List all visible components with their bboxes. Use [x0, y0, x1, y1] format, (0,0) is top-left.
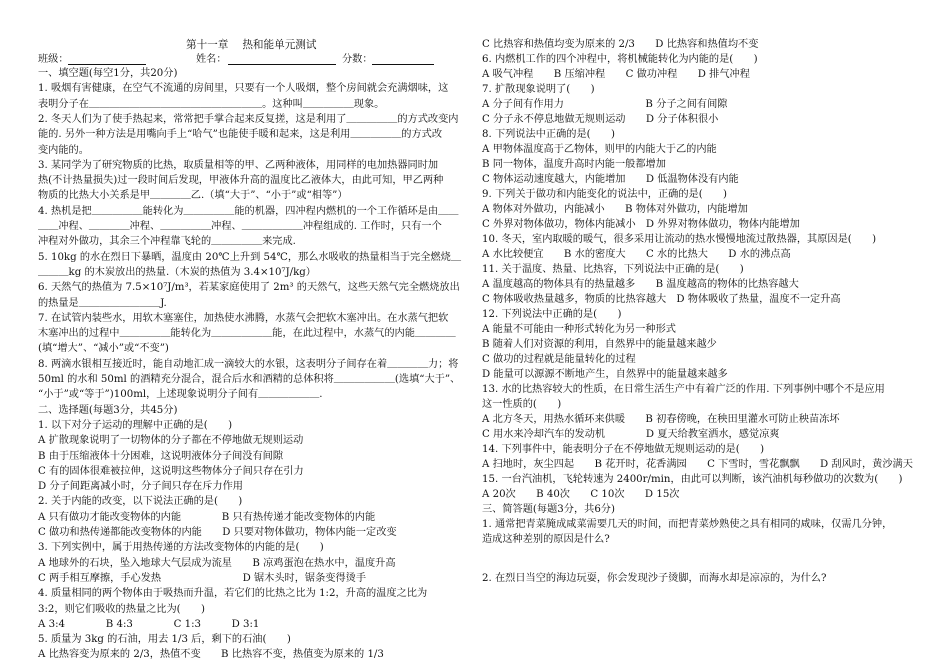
left-line: 4. 热机是把＿＿＿＿＿能转化为＿＿＿＿＿能的机器，四冲程内燃机的一个工作循环是由＿＿ — [38, 206, 459, 217]
left-line: 8. 两滴水银相互接近时，能自动地汇成一滴较大的水银，这表明分子间存在着＿＿＿＿力；将 — [38, 359, 459, 370]
name-field[interactable] — [228, 54, 336, 65]
left-line: ＿＿＿kg 的木炭放出的热量.（木炭的热值为 3.4×10⁷J/kg） — [38, 267, 316, 278]
left-line: B 由于压缩液体十分困难，这说明液体分子间没有间隙 — [38, 451, 284, 462]
left-line: 5. 质量为 3kg 的石油，用去 1/3 后，剩下的石油( ) — [38, 634, 291, 645]
right-line: 10. 冬天，室内取暖的暖气，很多采用让流动的热水慢慢地流过散热器，其原因是( ) — [482, 234, 877, 245]
left-line: 3. 下列实例中，属于用热传递的方法改变物体的内能的是( ) — [38, 542, 324, 553]
right-line: C 物体吸收热量越多，物质的比热容越大 D 物体吸收了热量，温度不一定升高 — [482, 294, 841, 305]
right-line: A 北方冬天，用热水循环来供暖 B 初春傍晚，在秧田里灌水可防止秧苗冻坏 — [482, 414, 840, 425]
class-field[interactable] — [68, 54, 146, 65]
right-line: C 分子永不停息地做无规则运动 D 分子体积很小 — [482, 114, 719, 125]
left-line: 木塞冲出的过程中＿＿＿＿＿能转化为＿＿＿＿＿＿能，在此过程中，水蒸气的内能＿＿＿＿ — [38, 328, 456, 339]
left-line: (填“增大”、“减小”或“不变”) — [38, 343, 169, 354]
right-line: 三、简答题(每题3分，共6分) — [482, 504, 615, 515]
left-line: 50ml 的水和 50ml 的酒精充分混合，混合后水和酒精的总体积将＿＿＿＿＿＿(选填“大于”、 — [38, 374, 461, 385]
right-line: 6. 内燃机工作的四个冲程中，将机械能转化为内能的是( ) — [482, 54, 758, 65]
right-line: 14. 下列事件中，能表明分子在不停地做无规则运动的是( ) — [482, 444, 765, 455]
right-line: A 分子间有作用力 B 分子之间有间隙 — [482, 99, 728, 110]
right-line: A 物体对外做功，内能减小 B 物体对外做功，内能增加 — [482, 204, 748, 215]
left-line: 能的. 另外一种方法是用嘴向手上“哈气”也能使手暖和起来，这是利用＿＿＿＿＿的方式改 — [38, 129, 443, 140]
right-line: A 甲物体温度高于乙物体，则甲的内能大于乙的内能 — [482, 144, 717, 155]
left-line: 7. 在试管内装些水，用软木塞塞住，加热使水沸腾，水蒸气会把软木塞冲出。在水蒸气把软 — [38, 313, 449, 324]
left-line: 变内能的。 — [38, 145, 89, 156]
right-line: C 物体运动速度越大，内能增加 D 低温物体没有内能 — [482, 174, 739, 185]
right-line: 9. 下列关于做功和内能变化的说法中，正确的是( ) — [482, 189, 728, 200]
left-line: 1. 吸烟有害健康，在空气不流通的房间里，只要有一个人吸烟，整个房间就会充满烟味，这 — [38, 83, 449, 94]
right-line: C 用水来冷却汽车的发动机 D 夏天给教室洒水，感觉凉爽 — [482, 429, 780, 440]
left-line: 3. 某同学为了研究物质的比热，取质量相等的甲、乙两种液体，用同样的电加热器同时加 — [38, 160, 439, 171]
right-line: C 外界对物体做功，物体内能减小 D 外界对物体做功，物体内能增加 — [482, 219, 800, 230]
left-line: 的热量是＿＿＿＿＿＿＿＿J. — [38, 298, 167, 309]
right-line: A 能量不可能由一种形式转化为另一种形式 — [482, 324, 676, 335]
right-line: C 比热容和热值均变为原来的 2/3 D 比热容和热值均不变 — [482, 39, 759, 50]
left-line: A 扩散现象说明了一切物体的分子都在不停地做无规则运动 — [38, 435, 304, 446]
right-line: B 随着人们对资源的利用，自然界中的能量越来越少 — [482, 339, 717, 350]
score-label: 分数： — [342, 54, 373, 65]
left-line: A 地球外的石块，坠入地球大气层成为流星 B 凉鸡蛋泡在热水中，温度升高 — [38, 558, 396, 569]
right-line: A 扫地时，灰尘四起 B 花开时，花香满园 C 下雪时，雪花飘飘 D 刮风时，黄沙满天 — [482, 459, 913, 470]
right-line: 13. 水的比热容较大的性质，在日常生活生产中有着广泛的作用. 下列事例中哪个不是应用 — [482, 384, 885, 395]
left-line: 3:2，则它们吸收的热量之比为( ) — [38, 604, 205, 615]
left-line: D 分子间距离减小时，分子间只存在斥力作用 — [38, 481, 243, 492]
right-line: 7. 扩散现象说明了( ) — [482, 84, 595, 95]
left-line: C 做功和热传递都能改变物体的内能 D 只要对物体做功，物体内能一定改变 — [38, 527, 397, 538]
score-field[interactable] — [372, 54, 434, 65]
left-line: A 3:4 B 4:3 C 1:3 D 3:1 — [38, 619, 260, 630]
left-line: 冲程对外做功，其余三个冲程靠飞轮的＿＿＿＿＿来完成. — [38, 236, 296, 247]
left-line: 表明分子在＿＿＿＿＿＿＿＿＿＿＿＿＿＿＿＿＿。这种叫＿＿＿＿＿现象。 — [38, 99, 385, 110]
left-line: C 有的固体很难被拉伸，这说明这些物体分子间只存在引力 — [38, 466, 304, 477]
left-line: C 两手相互摩擦，手心发热 D 锯木头时，锯条变得烫手 — [38, 573, 367, 584]
left-line: A 只有做功才能改变物体的内能 B 只有热传递才能改变物体的内能 — [38, 512, 376, 523]
right-line: 这一性质的( ) — [482, 399, 562, 410]
right-line: 造成这种差别的原因是什么? — [482, 534, 610, 545]
left-line: “小于”或“等于”)100ml，上述现象说明分子间有＿＿＿＿＿＿. — [38, 389, 323, 400]
left-line: 6. 天然气的热值为 7.5×10⁷J/m³，若某家庭使用了 2m³ 的天然气，这些天然气完全燃烧放出 — [38, 282, 460, 293]
left-line: 4. 质量相同的两个物体由于吸热而升温，若它们的比热之比为 1:2，升高的温度之比为 — [38, 588, 428, 599]
right-line: 12. 下列说法中正确的是( ) — [482, 309, 622, 320]
right-line: 11. 关于温度、热量、比热容，下列说法中正确的是( ) — [482, 264, 744, 275]
right-line: 15. 一台汽油机，飞轮转速为 2400r/min，由此可以判断，该汽油机每秒做功的次数为( ) — [482, 474, 903, 485]
right-line: B 同一物体，温度升高时内能一般都增加 — [482, 159, 666, 170]
left-line: 2. 关于内能的改变，以下说法正确的是( ) — [38, 496, 243, 507]
left-line: 2. 冬天人们为了使手热起来，常常把手掌合起来反复搓，这是利用了＿＿＿＿＿的方式改变内 — [38, 114, 459, 125]
left-line: 5. 10kg 的水在烈日下暴晒，温度由 20℃上升到 54℃，那么水吸收的热量相当于完全燃烧＿ — [38, 252, 462, 263]
page-title: 第十一章 热和能单元测试 — [186, 39, 317, 51]
right-line: D 能量可以源源不断地产生，自然界中的能量越来越多 — [482, 369, 728, 380]
class-label: 班级： — [38, 54, 69, 65]
left-line: 物质的比热大小关系是甲＿＿＿＿乙.（填“大于”、“小于”或“相等”） — [38, 190, 348, 201]
left-line: ＿＿冲程、＿＿＿＿冲程、＿＿＿＿＿冲程、＿＿＿＿＿＿冲程组成的. 工作时，只有一个 — [38, 221, 442, 232]
right-line: A 吸气冲程 B 压缩冲程 C 做功冲程 D 排气冲程 — [482, 69, 750, 80]
right-line: 2. 在烈日当空的海边玩耍，你会发现沙子烫脚，而海水却是凉凉的，为什么? — [482, 573, 827, 584]
name-label: 姓名： — [196, 54, 227, 65]
left-line: 二、选择题(每题3分，共45分) — [38, 405, 178, 416]
right-line: C 做功的过程就是能量转化的过程 — [482, 354, 636, 365]
right-line: A 温度越高的物体具有的热量越多 B 温度越高的物体的比热容越大 — [482, 279, 799, 290]
right-line: A 水比较便宜 B 水的密度大 C 水的比热大 D 水的沸点高 — [482, 249, 791, 260]
right-line: A 20次 B 40次 C 10次 D 15次 — [482, 489, 680, 500]
left-line: 1. 以下对分子运动的理解中正确的是( ) — [38, 420, 233, 431]
right-line: 8. 下列说法中正确的是( ) — [482, 129, 615, 140]
left-line: 热(不计热量损失)过一段时间后发现，甲液体升高的温度比乙液体大，由此可知，甲乙两种 — [38, 175, 444, 186]
left-line: 一、填空题(每空1分，共20分) — [38, 68, 178, 79]
left-line: A 比热容变为原来的 2/3，热值不变 B 比热容不变，热值变为原来的 1/3 — [38, 649, 384, 660]
right-line: 1. 通常把青菜腌成咸菜需要几天的时间，而把青菜炒熟使之具有相同的咸味，仅需几分钟， — [482, 519, 893, 530]
